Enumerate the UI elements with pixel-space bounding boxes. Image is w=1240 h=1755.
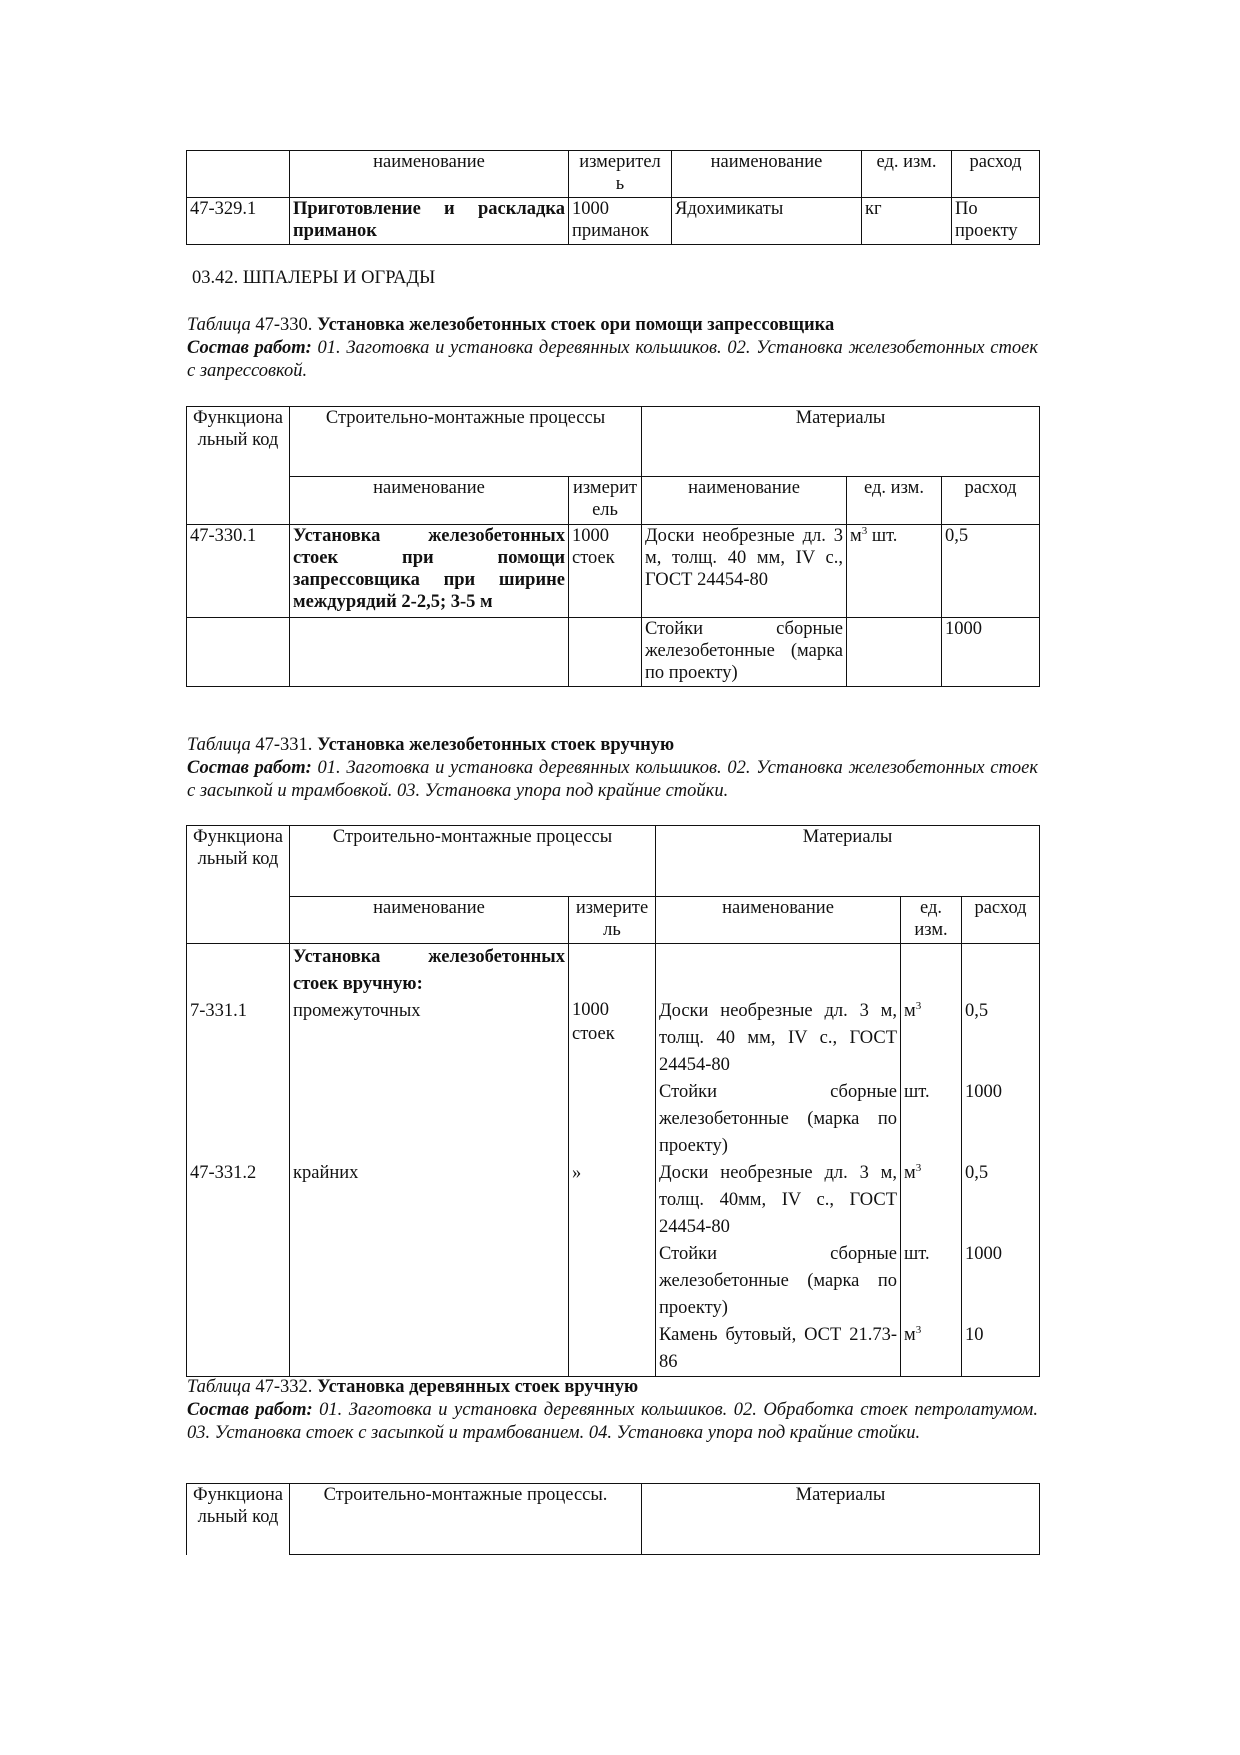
unit-sup: 3 bbox=[861, 525, 868, 537]
cell-code-empty bbox=[187, 944, 290, 999]
cell-code: 47-331.2 bbox=[187, 1160, 290, 1377]
section-title: 03.42. ШПАЛЕРЫ И ОГРАДЫ bbox=[192, 268, 436, 288]
table-47-331 bbox=[186, 825, 1040, 1377]
header-materials: Материалы bbox=[642, 407, 1040, 477]
header-cell-empty bbox=[187, 151, 290, 198]
table-header-row bbox=[187, 826, 1040, 897]
cell-meter: 1000 приманок bbox=[569, 198, 672, 245]
table-header-row bbox=[187, 151, 1040, 198]
caption-prefix: Таблица bbox=[187, 735, 251, 755]
unit-base: м bbox=[850, 526, 862, 546]
cell-code bbox=[187, 618, 290, 687]
caption-number: 47-332. bbox=[250, 1377, 318, 1397]
header-name: наименование bbox=[290, 477, 569, 525]
table-subheader-row bbox=[187, 897, 1040, 944]
cell-material: Доски необрезные дл. 3 м, толщ. 40мм, IV с., ГОСТ 24454-80 bbox=[656, 1160, 901, 1241]
header-func-code: Функциональный код bbox=[187, 407, 290, 525]
cell-consumption: 1000 bbox=[942, 618, 1040, 687]
header-material-name: наименование bbox=[642, 477, 847, 525]
table-row bbox=[187, 198, 1040, 245]
unit-base: шт. bbox=[904, 1244, 930, 1264]
cell-empty bbox=[656, 944, 901, 999]
cell-material: Камень бутовый, ОСТ 21.73-86 bbox=[656, 1322, 901, 1377]
table-caption-47-330 bbox=[187, 314, 1038, 337]
header-materials: Материалы bbox=[656, 826, 1040, 897]
work-text: 01. Заготовка и установка деревянных кольшиков. 02. Установка железобетонных стоек с запрессовкой. bbox=[187, 338, 1038, 381]
unit-base: шт. bbox=[904, 1082, 930, 1102]
table-row bbox=[187, 618, 1040, 687]
cell-unit bbox=[847, 525, 942, 618]
cell-consumption: По проекту bbox=[952, 198, 1040, 245]
header-material-name: наименование bbox=[672, 151, 862, 198]
header-materials: Материалы bbox=[642, 1484, 1040, 1555]
header-meter: измеритель bbox=[569, 477, 642, 525]
unit-sup: 3 bbox=[915, 1162, 922, 1174]
cell-code: 47-329.1 bbox=[187, 198, 290, 245]
cell-name: Приготовление и раскладка приманок bbox=[290, 198, 569, 245]
work-label: Состав работ: bbox=[187, 338, 312, 358]
table-group-row bbox=[187, 944, 1040, 999]
work-label: Состав работ: bbox=[187, 1400, 313, 1420]
cell-name: промежуточных bbox=[290, 998, 569, 1160]
cell-code: 47-330.1 bbox=[187, 525, 290, 618]
cell-material: Доски необрезные дл. 3 м, толщ. 40 мм, IV с., ГОСТ 24454-80 bbox=[656, 998, 901, 1079]
table-row bbox=[187, 998, 1040, 1079]
cell-meter: » bbox=[569, 1160, 656, 1377]
unit-tail: шт. bbox=[867, 526, 898, 546]
unit-base: м bbox=[904, 1163, 916, 1183]
header-unit: ед. изм. bbox=[901, 897, 962, 944]
work-description-47-332 bbox=[187, 1399, 1038, 1445]
cell-unit bbox=[901, 998, 962, 1079]
cell-consumption: 10 bbox=[962, 1322, 1040, 1377]
header-material-name: наименование bbox=[656, 897, 901, 944]
cell-unit: кг bbox=[862, 198, 952, 245]
caption-title: Установка железобетонных стоек вручную bbox=[317, 735, 675, 755]
unit-base: м bbox=[904, 1325, 916, 1345]
unit-sup: 3 bbox=[915, 1000, 922, 1012]
cell-consumption: 0,5 bbox=[942, 525, 1040, 618]
work-text: 01. Заготовка и установка деревянных кольшиков. 02. Обработка стоек петролатумом. 03. Установка стоек с засыпкой и трамбованием. 04. Установка упора под крайние стойки. bbox=[187, 1400, 1038, 1443]
table-subheader-row bbox=[187, 477, 1040, 525]
cell-material: Ядохимикаты bbox=[672, 198, 862, 245]
header-consumption: расход bbox=[952, 151, 1040, 198]
table-header-row bbox=[187, 407, 1040, 477]
table-header-row bbox=[187, 1484, 1040, 1555]
cell-material: Стойки сборные железобетонные (марка по проекту) bbox=[656, 1079, 901, 1160]
caption-title: Установка деревянных стоек вручную bbox=[317, 1377, 639, 1397]
unit-base: м bbox=[904, 1001, 916, 1021]
cell-name bbox=[290, 618, 569, 687]
table-row bbox=[187, 1160, 1040, 1241]
cell-meter: 1000 стоек bbox=[569, 525, 642, 618]
header-name: наименование bbox=[290, 897, 569, 944]
cell-unit bbox=[901, 1160, 962, 1241]
cell-empty bbox=[901, 944, 962, 999]
cell-consumption: 1000 bbox=[962, 1079, 1040, 1160]
header-processes: Строительно-монтажные процессы bbox=[290, 826, 656, 897]
group-title: Установка железобетонных стоек вручную: bbox=[290, 944, 569, 999]
cell-consumption: 1000 bbox=[962, 1241, 1040, 1322]
caption-number: 47-331. bbox=[250, 735, 318, 755]
caption-number: 47-330. bbox=[250, 315, 318, 335]
cell-name: крайних bbox=[290, 1160, 569, 1377]
caption-title: Установка железобетонных стоек ори помощи запрессовщика bbox=[317, 315, 835, 335]
cell-unit bbox=[901, 1241, 962, 1322]
table-47-329 bbox=[186, 150, 1040, 245]
unit-sup: 3 bbox=[915, 1324, 922, 1336]
cell-unit bbox=[847, 618, 942, 687]
header-meter-line1: измерител bbox=[579, 152, 661, 172]
work-description-47-330 bbox=[187, 337, 1038, 383]
cell-material: Доски необрезные дл. 3 м, толщ. 40 мм, IV с., ГОСТ 24454-80 bbox=[642, 525, 847, 618]
header-meter: измеритель bbox=[569, 897, 656, 944]
work-description-47-331 bbox=[187, 757, 1038, 803]
header-processes: Строительно-монтажные процессы. bbox=[290, 1484, 642, 1555]
header-consumption: расход bbox=[962, 897, 1040, 944]
cell-empty bbox=[962, 944, 1040, 999]
cell-consumption: 0,5 bbox=[962, 1160, 1040, 1241]
table-caption-47-331 bbox=[187, 734, 1038, 757]
header-name: наименование bbox=[290, 151, 569, 198]
cell-meter: 1000 стоек bbox=[569, 998, 656, 1160]
work-text: 01. Заготовка и установка деревянных кольшиков. 02. Установка железобетонных стоек с засыпкой и трамбовкой. 03. Установка упора под крайние стойки. bbox=[187, 758, 1038, 801]
cell-name: Установка железобетонных стоек при помощи запрессовщика при ширине междурядий 2-2,5; 3-5 м bbox=[290, 525, 569, 618]
header-consumption: расход bbox=[942, 477, 1040, 525]
header-meter-line2: ь bbox=[615, 174, 625, 194]
cell-consumption: 0,5 bbox=[962, 998, 1040, 1079]
header-unit: ед. изм. bbox=[862, 151, 952, 198]
table-row bbox=[187, 525, 1040, 618]
cell-meter bbox=[569, 618, 642, 687]
header-meter bbox=[569, 151, 672, 198]
table-47-332 bbox=[186, 1483, 1040, 1555]
caption-prefix: Таблица bbox=[187, 315, 251, 335]
header-processes: Строительно-монтажные процессы bbox=[290, 407, 642, 477]
cell-material: Стойки сборные железобетонные (марка по проекту) bbox=[656, 1241, 901, 1322]
header-unit: ед. изм. bbox=[847, 477, 942, 525]
caption-prefix: Таблица bbox=[187, 1377, 251, 1397]
cell-unit bbox=[901, 1322, 962, 1377]
table-caption-47-332 bbox=[187, 1376, 1038, 1399]
cell-empty bbox=[569, 944, 656, 999]
cell-code: 7-331.1 bbox=[187, 998, 290, 1160]
header-func-code: Функциональный код bbox=[187, 1484, 290, 1555]
table-47-330 bbox=[186, 406, 1040, 687]
cell-material: Стойки сборные железобетонные (марка по проекту) bbox=[642, 618, 847, 687]
header-func-code: Функциональный код bbox=[187, 826, 290, 944]
cell-unit bbox=[901, 1079, 962, 1160]
work-label: Состав работ: bbox=[187, 758, 312, 778]
